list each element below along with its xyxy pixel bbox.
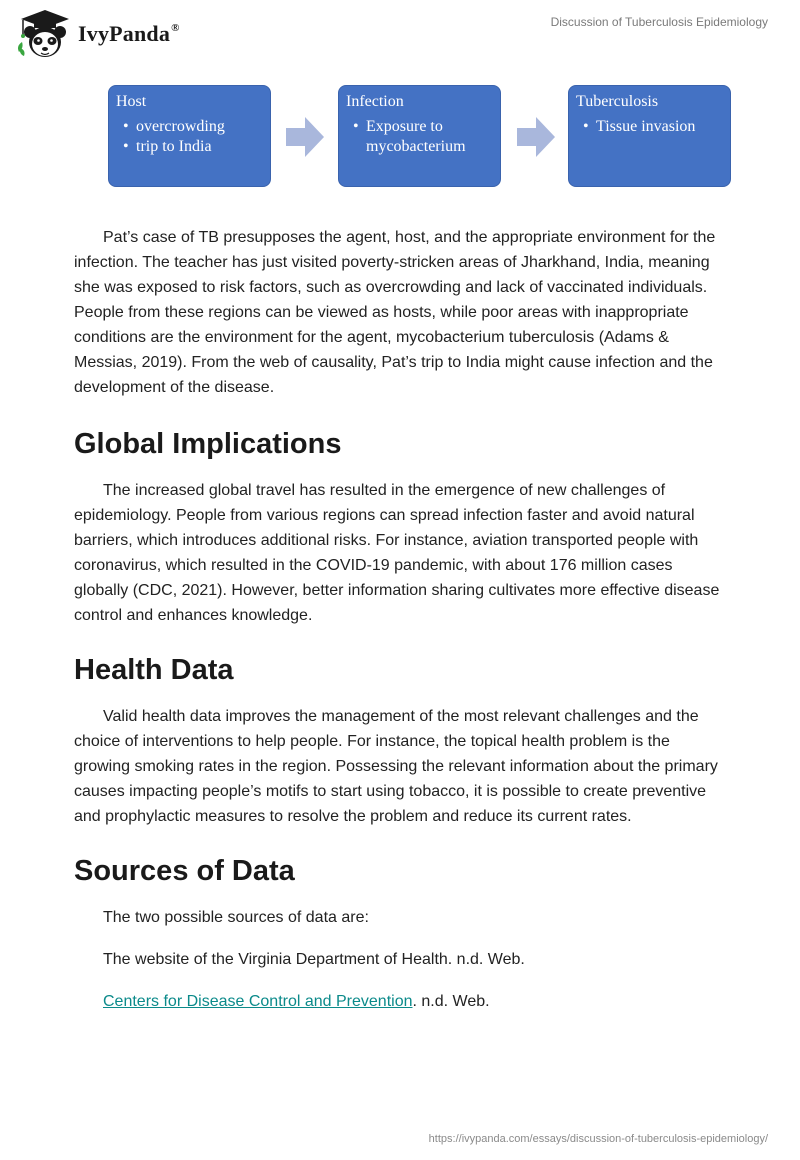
source-item-cdc: [74, 989, 726, 1014]
arrow-right-icon: [517, 117, 555, 157]
diagram-bullet: • overcrowding: [116, 117, 263, 137]
section-heading-health-data: Health Data: [74, 654, 234, 686]
diagram-box-title: Infection: [346, 93, 404, 110]
epidemiologic-triangle-diagram: [108, 85, 733, 188]
essay-body: [74, 225, 726, 1014]
source-item-virginia: The website of the Virginia Department of Health. n.d. Web.: [103, 951, 525, 968]
source-item-suffix: . n.d. Web.: [412, 993, 490, 1010]
section-heading-sources-of-data: Sources of Data: [74, 855, 295, 887]
diagram-box-title: Host: [116, 93, 147, 110]
diagram-bullet: • Exposure to mycobacterium: [346, 117, 493, 157]
paragraph: Pat’s case of TB presupposes the agent, host, and the appropriate environment for the infection. The teacher has just visited poverty-stricken areas of Jharkhand, India, meaning she was exposed to risk factors, such as overcrowding and lack of vaccinated individuals. People from these regions can be viewed as hosts, while poor areas with inappropriate conditions are the environment for the agent, mycobacterium tuberculosis (Adams & Messias, 2019). From the web of causality, Pat’s trip to India might cause infection and the development of the disease.: [74, 229, 716, 396]
paragraph: Valid health data improves the management of the most relevant challenges and the choice of interventions to help people. For instance, the topical health problem is the growing smoking rates in the region. Possessing the relevant information about the primary causes impacting people’s motifs to start using tobacco, it is possible to create preventive and prophylactic measures to resolve the problem and reduce its current rates.: [74, 708, 718, 825]
panda-graduate-icon: [14, 8, 76, 60]
diagram-box-title: Tuberculosis: [576, 93, 659, 110]
paragraph: The increased global travel has resulted in the emergence of new challenges of epidemiology. People from various regions can spread infection faster and avoid natural barriers, which introduces additional risks. For instance, aviation transported people with coronavirus, which resulted in the COVID-19 pandemic, with about 176 million cases globally (CDC, 2021). However, better information sharing cultivates more effective disease control and enhances knowledge.: [74, 482, 720, 624]
footer-url: https://ivypanda.com/essays/discussion-of-tuberculosis-epidemiology/: [428, 1133, 768, 1145]
diagram-bullet: • Tissue invasion: [576, 117, 723, 137]
section-heading-global-implications: Global Implications: [74, 428, 342, 460]
ivypanda-logo[interactable]: [14, 8, 194, 60]
diagram-box-infection: [338, 85, 501, 187]
document-title: Discussion of Tuberculosis Epidemiology: [550, 15, 768, 29]
sources-intro: The two possible sources of data are:: [103, 909, 369, 926]
page-header: [0, 0, 800, 70]
arrow-right-icon: [286, 117, 324, 157]
diagram-bullet: • trip to India: [116, 137, 263, 157]
diagram-box-tuberculosis: [568, 85, 731, 187]
diagram-box-host: [108, 85, 271, 187]
brand-name: IvyPanda®: [78, 21, 180, 46]
cdc-link[interactable]: Centers for Disease Control and Prevention: [103, 993, 413, 1010]
